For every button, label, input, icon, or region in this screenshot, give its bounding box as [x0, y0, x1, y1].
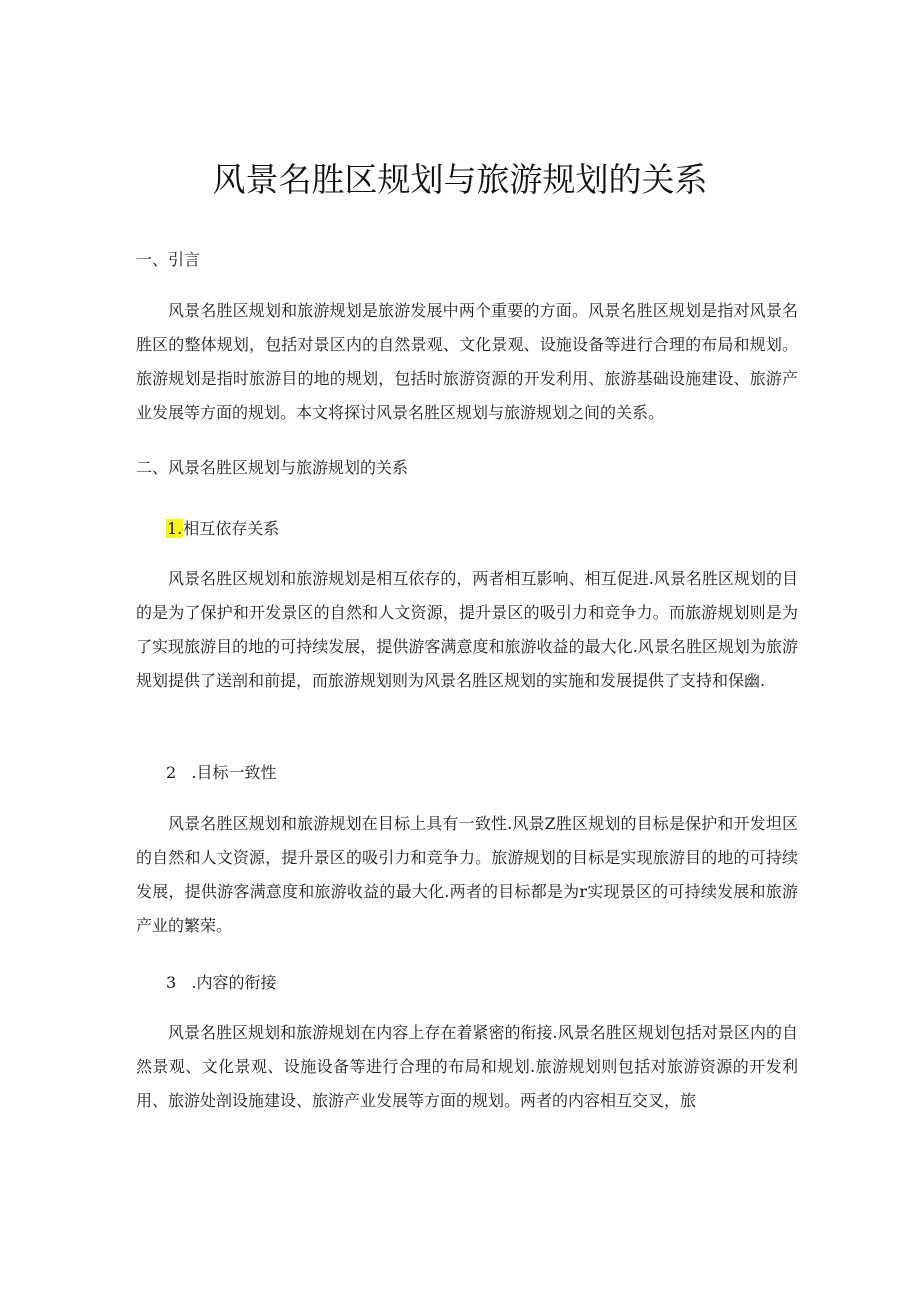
document-title: 风景名胜区规划与旅游规划的关系	[212, 160, 708, 199]
content-linkage-paragraph: 风景名胜区规划和旅游规划在内容上存在着紧密的衔接.风景名胜区规划包括对景区内的自然景观、文化景观、设施设备等进行合理的布局和规划.旅游规划则包括对旅游资源的开发利用、旅游处剖设施建设、旅游产业发展等方面的规划。两者的内容相互交叉，旅	[136, 1023, 798, 1110]
subsection-heading-content-linkage	[166, 970, 277, 996]
subsection-label: .目标一致性	[191, 763, 277, 782]
section-heading-introduction: 一、引言	[136, 250, 201, 269]
introduction-paragraph: 风景名胜区规划和旅游规划是旅游发展中两个重要的方面。风景名胜区规划是指对风景名胜区的整体规划，包括对景区内的自然景观、文化景观、设施设备等进行合理的布局和规划。旅游规划是指时旅游目的地的规划，包括时旅游资源的开发利用、旅游基础设施建设、旅游产业发展等方面的规划。本文将探讨风景名胜区规划与旅游规划之间的关系。	[136, 301, 798, 422]
subsection-number: 3	[166, 973, 177, 992]
subsection-number: 2	[166, 763, 177, 782]
subsection-label: .内容的衔接	[191, 973, 277, 992]
interdependence-paragraph: 风景名胜区规划和旅游规划是相互依存的，两者相互影响、相互促进.风景名胜区规划的目的是为了保护和开发景区的自然和人文资源，提升景区的吸引力和竞争力。而旅游规划则是为了实现旅游目的地的可持续发展，提供游客满意度和旅游收益的最大化.风景名胜区规划为旅游规划提供了送剖和前提，而旅游规划则为风景名胜区规划的实施和发展提供了支持和保幽.	[136, 569, 798, 690]
subsection-heading-interdependence	[166, 516, 279, 542]
goal-consistency-paragraph: 风景名胜区规划和旅游规划在目标上具有一致性.风景Z胜区规划的目标是保护和开发坦区的自然和人文资源，提升景区的吸引力和竞争力。旅游规划的目标是实现旅游目的地的可持续发展，提供游客满意度和旅游收益的最大化.两者的目标都是为r实现景区的可持续发展和旅游产业的繁荣。	[136, 814, 798, 935]
subsection-label: 相互依存关系	[183, 519, 280, 538]
subsection-heading-goal-consistency	[166, 760, 277, 786]
highlighted-number: 1.	[167, 519, 183, 538]
section-heading-relationship: 二、风景名胜区规划与旅游规划的关系	[136, 458, 409, 477]
